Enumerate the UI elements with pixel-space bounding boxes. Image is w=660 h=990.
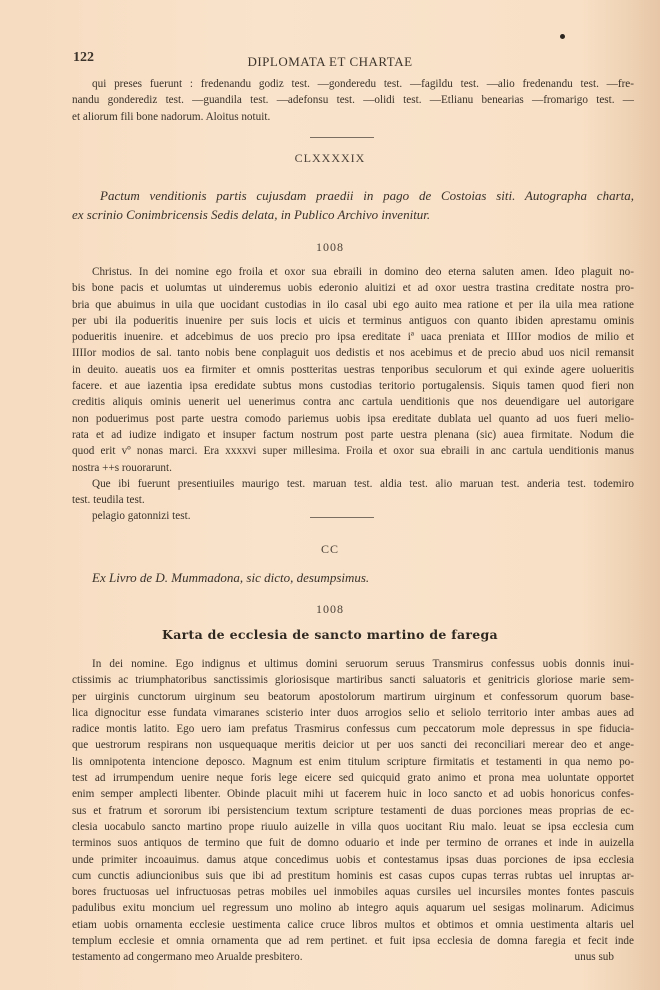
text-line: IIIIor modios de sal. tanto nobis bene conplaguit uos dedistis et nos acebimus et de precio abud uos nicil remansit [72, 347, 634, 360]
text-line: qui preses fuerunt : fredenandu godiz test. —gonderedu test. —fagildu test. —alio fredenandu test. —fre- [92, 78, 634, 90]
text-line: rata et ad iudize indigato et insuper factum nostrum post parte uestra plenana (sic) auea firmitate. Nodum die [72, 428, 634, 441]
text-line: podueritis inuenire. et adcebimus de uos precio pro ipsa ereditate iª uaca preniata et IIIIor modios de milio et [72, 331, 634, 344]
charter-year: 1008 [316, 602, 344, 616]
charter-source: Ex Livro de D. Mummadona, sic dicto, desumpsimus. [92, 570, 370, 585]
charter-body [72, 264, 634, 525]
text-line: lis omnipotenta intencione deposco. Magnum est enim titulum scripture firmitatis et testamenti in qua nemo po- [72, 755, 634, 768]
text-line: etiam uobis ornamenta ecclesie uestimenta calice cruce libros multos et obtimos et omnia uestimenta altaris uel [72, 918, 634, 931]
rubric-line: ex scrinio Conimbricensis Sedis delata, in Publico Archivo invenitur. [72, 207, 431, 222]
section-divider [310, 517, 374, 518]
text-line: nostra ++s rouorarunt. [72, 461, 172, 474]
witness-line: Que ibi fuerunt presentiuiles maurigo test. maruan test. aldia test. alio maruan test. anderia test. todemiro [92, 477, 634, 490]
page-number: 122 [73, 50, 94, 65]
ink-spot [560, 34, 565, 39]
text-line: terminos suos antiquos de termino que fuit de domno oduario et inde per termino de orranes et inde in auizella [72, 837, 634, 850]
charter-year: 1008 [316, 240, 344, 254]
text-line: creditis aliquis ominis uenerit uel uenerimus contra anc cartula uenditionis que nos deuendigare uel autorigare [72, 396, 634, 409]
text-line: nandu gonderediz test. —guandila test. —adefonsu test. —olidi test. —Etlianu benearias —fromarigo test. — [72, 94, 634, 107]
text-line: ctissimis ac triumphatoribus sanctissimis gloriosisque martiribus sancti saluatoris et genitricis gloriose marie sem- [72, 674, 634, 687]
witness-line: test. teudila test. [72, 494, 145, 507]
charter-rubric [72, 186, 634, 224]
text-line: et aliorum fili bone nadorum. Aloitus notuit. [72, 110, 271, 123]
text-line: sus et fratrum et sororum ibi persistencium textum scripture testamenti de duas porciones meas proprias de ec- [72, 804, 634, 817]
catchword: unus sub [574, 951, 614, 964]
text-line: In dei nomine. Ego indignus et ultimus domini seruorum seruus Transmirus confessus uobis donnis inui- [92, 658, 634, 670]
text-line: clesia uocabulo sancto martino prope riuulo auizelle in villa quos uocitant Riu malo. leuat se ipsa ecclesia cum [72, 820, 634, 833]
text-line: bores fructuosas uel infructuosas petras mobiles uel inmobiles aquas cursiles uel incursiles montes fontes pascuis [72, 886, 634, 899]
text-line: per uirginis cunctorum uirginum seu beatorum apostolorum martirum uirginum et confessorum quorum base- [72, 690, 634, 703]
text-line: non poduerimus post parte uestra comodo pariemus uobis ipsa ereditate dublata uel quanto ad uos fueri melio- [72, 412, 634, 425]
charter-title: Karta de ecclesia de sancto martino de farega [162, 627, 498, 642]
section-divider [310, 137, 374, 138]
text-line: enim semper amplecti libenter. Obinde placuit mihi ut facerem huic in loco sancto et ad uobis honoricus confes- [72, 788, 634, 801]
charter-number: CC [320, 542, 339, 556]
text-line: per ubi ila podueritis inuenire per suis locis et uicis et terminus antiguos con quanto ibiden aprestamu ominis [72, 314, 634, 327]
text-line: padulibus exitu moncium uel regressum uno molino ab integro aquis aquarum uel sesigas molinarum. Adicimus [72, 902, 634, 915]
text-line: bria que abuimus in uila que uocidant custodias in ilo casal ubi ego auito mea ratione et per ila uila mea ratione [72, 298, 634, 311]
last-line-text: testamento ad congermano meo Arualde presbitero. [72, 951, 303, 964]
text-line [72, 949, 634, 965]
rubric-line: Pactum venditionis partis cujusdam praedii in pago de Costoias siti. Autographa charta, [100, 188, 634, 203]
text-line: radice montis latito. Ego uero iam prefatus Trasmirus confessus cum peccatorum mole depressus in spe fiducia- [72, 723, 634, 736]
top-block [72, 76, 634, 125]
charter-number: CLXXXXIX [294, 151, 366, 165]
text-line: facere. et aue iazentia ipsa eredidate subtus mons custodias teritorio portugalensis. Siquis tamen quod fieri non [72, 380, 634, 393]
text-line: in deuito. aueatis uos ea firmiter et omnis postteritas uestras tenporibus seculorum et qui exinde agere uolueritis [72, 363, 634, 376]
running-title: DIPLOMATA ET CHARTAE [247, 54, 413, 69]
text-line: templum ecclesie et omnia ornamenta que ad rem pertinet. et fuit ipsa ecclesia de domna faregia et fecit inde [72, 935, 634, 948]
text-line: que uestrorum respirans non usquequaque meritis deicior ut per uos sancti dei reconciliari merear deo et ange- [72, 739, 634, 752]
text-line: Christus. In dei nomine ego froila et oxor sua ebraili in domino deo eterna saluten amen. Ideo plaguit no- [92, 266, 634, 278]
text-line: quod erit vº nonas marci. Era xxxxvi super millesima. Froila et oxor sua ebraili in anc cartula uenditionis manus [72, 445, 634, 458]
witness-line: pelagio gatonnizi test. [92, 510, 191, 523]
text-line: lica dignocitur esse fundata vimaranes scisterio inter duos arrogios selio et seliolo territorio inter ambas aues ad [72, 706, 634, 719]
text-line: bis bone pacis et uolumtas ut uinderemus uobis ederonio aluitizi et ad oxor uestra trastina creditate nostra pro- [72, 282, 634, 295]
text-line: unde primiter incoauimus. damus atque concedimus uobis et contestamus ipsas duas porciones de ipsa ecclesia [72, 853, 634, 866]
text-line: cum cunctis adiuncionibus suis que ibi ad prestitum hominis est casas cupos cupas terras rubtas uel inruptas ar- [72, 869, 634, 882]
charter-body [72, 656, 634, 966]
text-line: test ad irrumpendum uenire neque foris lege eicere sed quicquid grato animo et prona mea uoluntate opportet [72, 772, 634, 785]
